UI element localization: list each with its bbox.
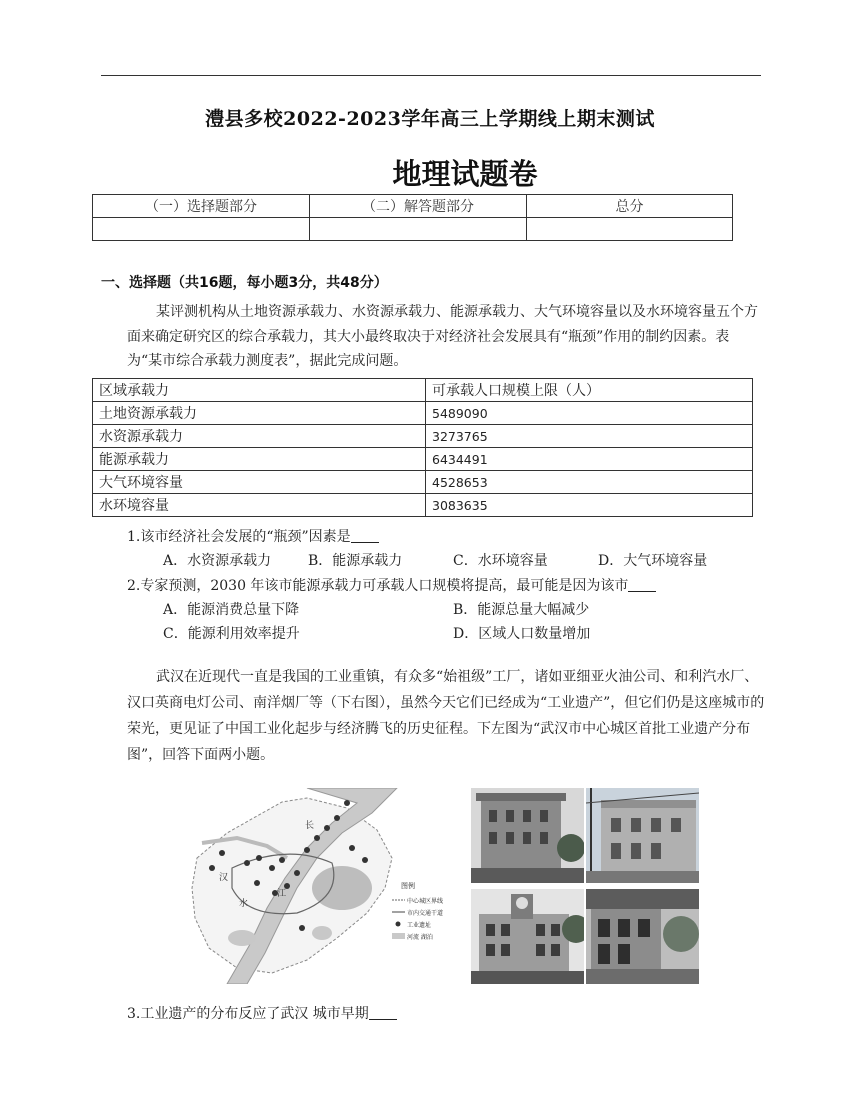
- score-header-choice: （一）选择题部分: [93, 195, 310, 218]
- capacity-cell-value: 4528653: [426, 471, 753, 494]
- legend-title: 图例: [401, 882, 415, 890]
- table-row: [93, 448, 753, 471]
- q2-option-a[interactable]: A．能源消费总量下降: [163, 602, 300, 618]
- map-label: 江: [277, 889, 287, 899]
- map-legend: [392, 881, 443, 941]
- legend-item: 河流 湖泊: [407, 934, 433, 941]
- q2-option-d[interactable]: D．区域人口数量增加: [453, 626, 591, 642]
- capacity-cell-name: 大气环境容量: [93, 471, 426, 494]
- question-1: [127, 526, 379, 546]
- answer-blank[interactable]: [628, 577, 656, 592]
- building-photo-1: [471, 788, 584, 883]
- wuhan-heritage-map: [187, 788, 463, 984]
- lake-south: [228, 930, 256, 946]
- q1-option-c[interactable]: C．水环境容量: [453, 553, 548, 569]
- capacity-cell-name: 水资源承载力: [93, 425, 426, 448]
- score-cell-total[interactable]: [527, 218, 733, 241]
- table-row: [93, 494, 753, 517]
- capacity-header-region: 区域承载力: [93, 379, 426, 402]
- q2-option-b[interactable]: B．能源总量大幅减少: [453, 602, 590, 618]
- score-header-total: 总分: [527, 195, 733, 218]
- capacity-cell-value: 3083635: [426, 494, 753, 517]
- question-3: [127, 1003, 397, 1023]
- answer-blank[interactable]: [351, 528, 379, 543]
- capacity-cell-name: 能源承载力: [93, 448, 426, 471]
- passage-1: 某评测机构从土地资源承载力、水资源承载力、能源承载力、大气环境容量以及水环境容量五个方面来确定研究区的综合承载力，其大小最终取决于对经济社会发展具有“瓶颈”作用的制约因素。表为“某市综合承载力测度表”，据此完成问题。: [127, 304, 758, 369]
- capacity-table: [92, 378, 753, 517]
- capacity-cell-value: 5489090: [426, 402, 753, 425]
- passage-2: 武汉在近现代一直是我国的工业重镇，有众多“始祖级”工厂，诸如亚细亚火油公司、和利汽水厂、汉口英商电灯公司、南洋烟厂等（下右图），虽然今天它们已经成为“工业遗产”，但它们仍是这座城市的荣光，更见证了中国工业化起步与经济腾飞的历史征程。下左图为“武汉市中心城区首批工业遗产分布图”，回答下面两小题。: [127, 669, 765, 763]
- section-heading: 一、选择题（共16题，每小题3分，共48分）: [101, 275, 388, 291]
- capacity-cell-value: 6434491: [426, 448, 753, 471]
- legend-item: 市内交通干道: [407, 910, 444, 917]
- exam-title: 澧县多校2022-2023学年高三上学期线上期末测试: [205, 108, 655, 130]
- building-photo-4: [586, 889, 699, 984]
- legend-item: 工业遗址: [407, 922, 432, 929]
- map-label: 水: [239, 899, 249, 909]
- capacity-cell-name: 土地资源承载力: [93, 402, 426, 425]
- map-label: 汉: [219, 873, 229, 883]
- building-photo-2: [586, 788, 699, 883]
- table-row: [93, 402, 753, 425]
- header-rule: [101, 75, 761, 76]
- legend-item: 中心城区界线: [407, 898, 444, 905]
- q1-option-b[interactable]: B．能源承载力: [308, 553, 403, 569]
- lake-small: [312, 926, 332, 940]
- capacity-cell-name: 水环境容量: [93, 494, 426, 517]
- building-photo-3: [471, 889, 584, 984]
- table-row: [93, 471, 753, 494]
- answer-blank[interactable]: [369, 1005, 397, 1020]
- table-row: [93, 425, 753, 448]
- score-cell-answer[interactable]: [310, 218, 527, 241]
- lake-east: [312, 866, 372, 910]
- capacity-header-limit: 可承载人口规模上限（人）: [426, 379, 753, 402]
- capacity-cell-value: 3273765: [426, 425, 753, 448]
- map-label: 长: [305, 821, 315, 831]
- question-2: [127, 575, 656, 595]
- q1-option-d[interactable]: D．大气环境容量: [598, 553, 708, 569]
- question-2-stem: 2.专家预测，2030 年该市能源承载力可承载人口规模将提高，最可能是因为该市: [127, 578, 629, 594]
- q1-option-a[interactable]: A．水资源承载力: [163, 553, 272, 569]
- q2-option-c[interactable]: C．能源利用效率提升: [163, 626, 300, 642]
- score-cell-choice[interactable]: [93, 218, 310, 241]
- score-table: [92, 194, 733, 241]
- exam-subtitle: 地理试题卷: [392, 157, 538, 191]
- question-3-stem: 3.工业遗产的分布反应了武汉 城市早期: [127, 1006, 369, 1022]
- score-header-answer: （二）解答题部分: [310, 195, 527, 218]
- question-1-stem: 1.该市经济社会发展的“瓶颈”因素是: [127, 529, 351, 545]
